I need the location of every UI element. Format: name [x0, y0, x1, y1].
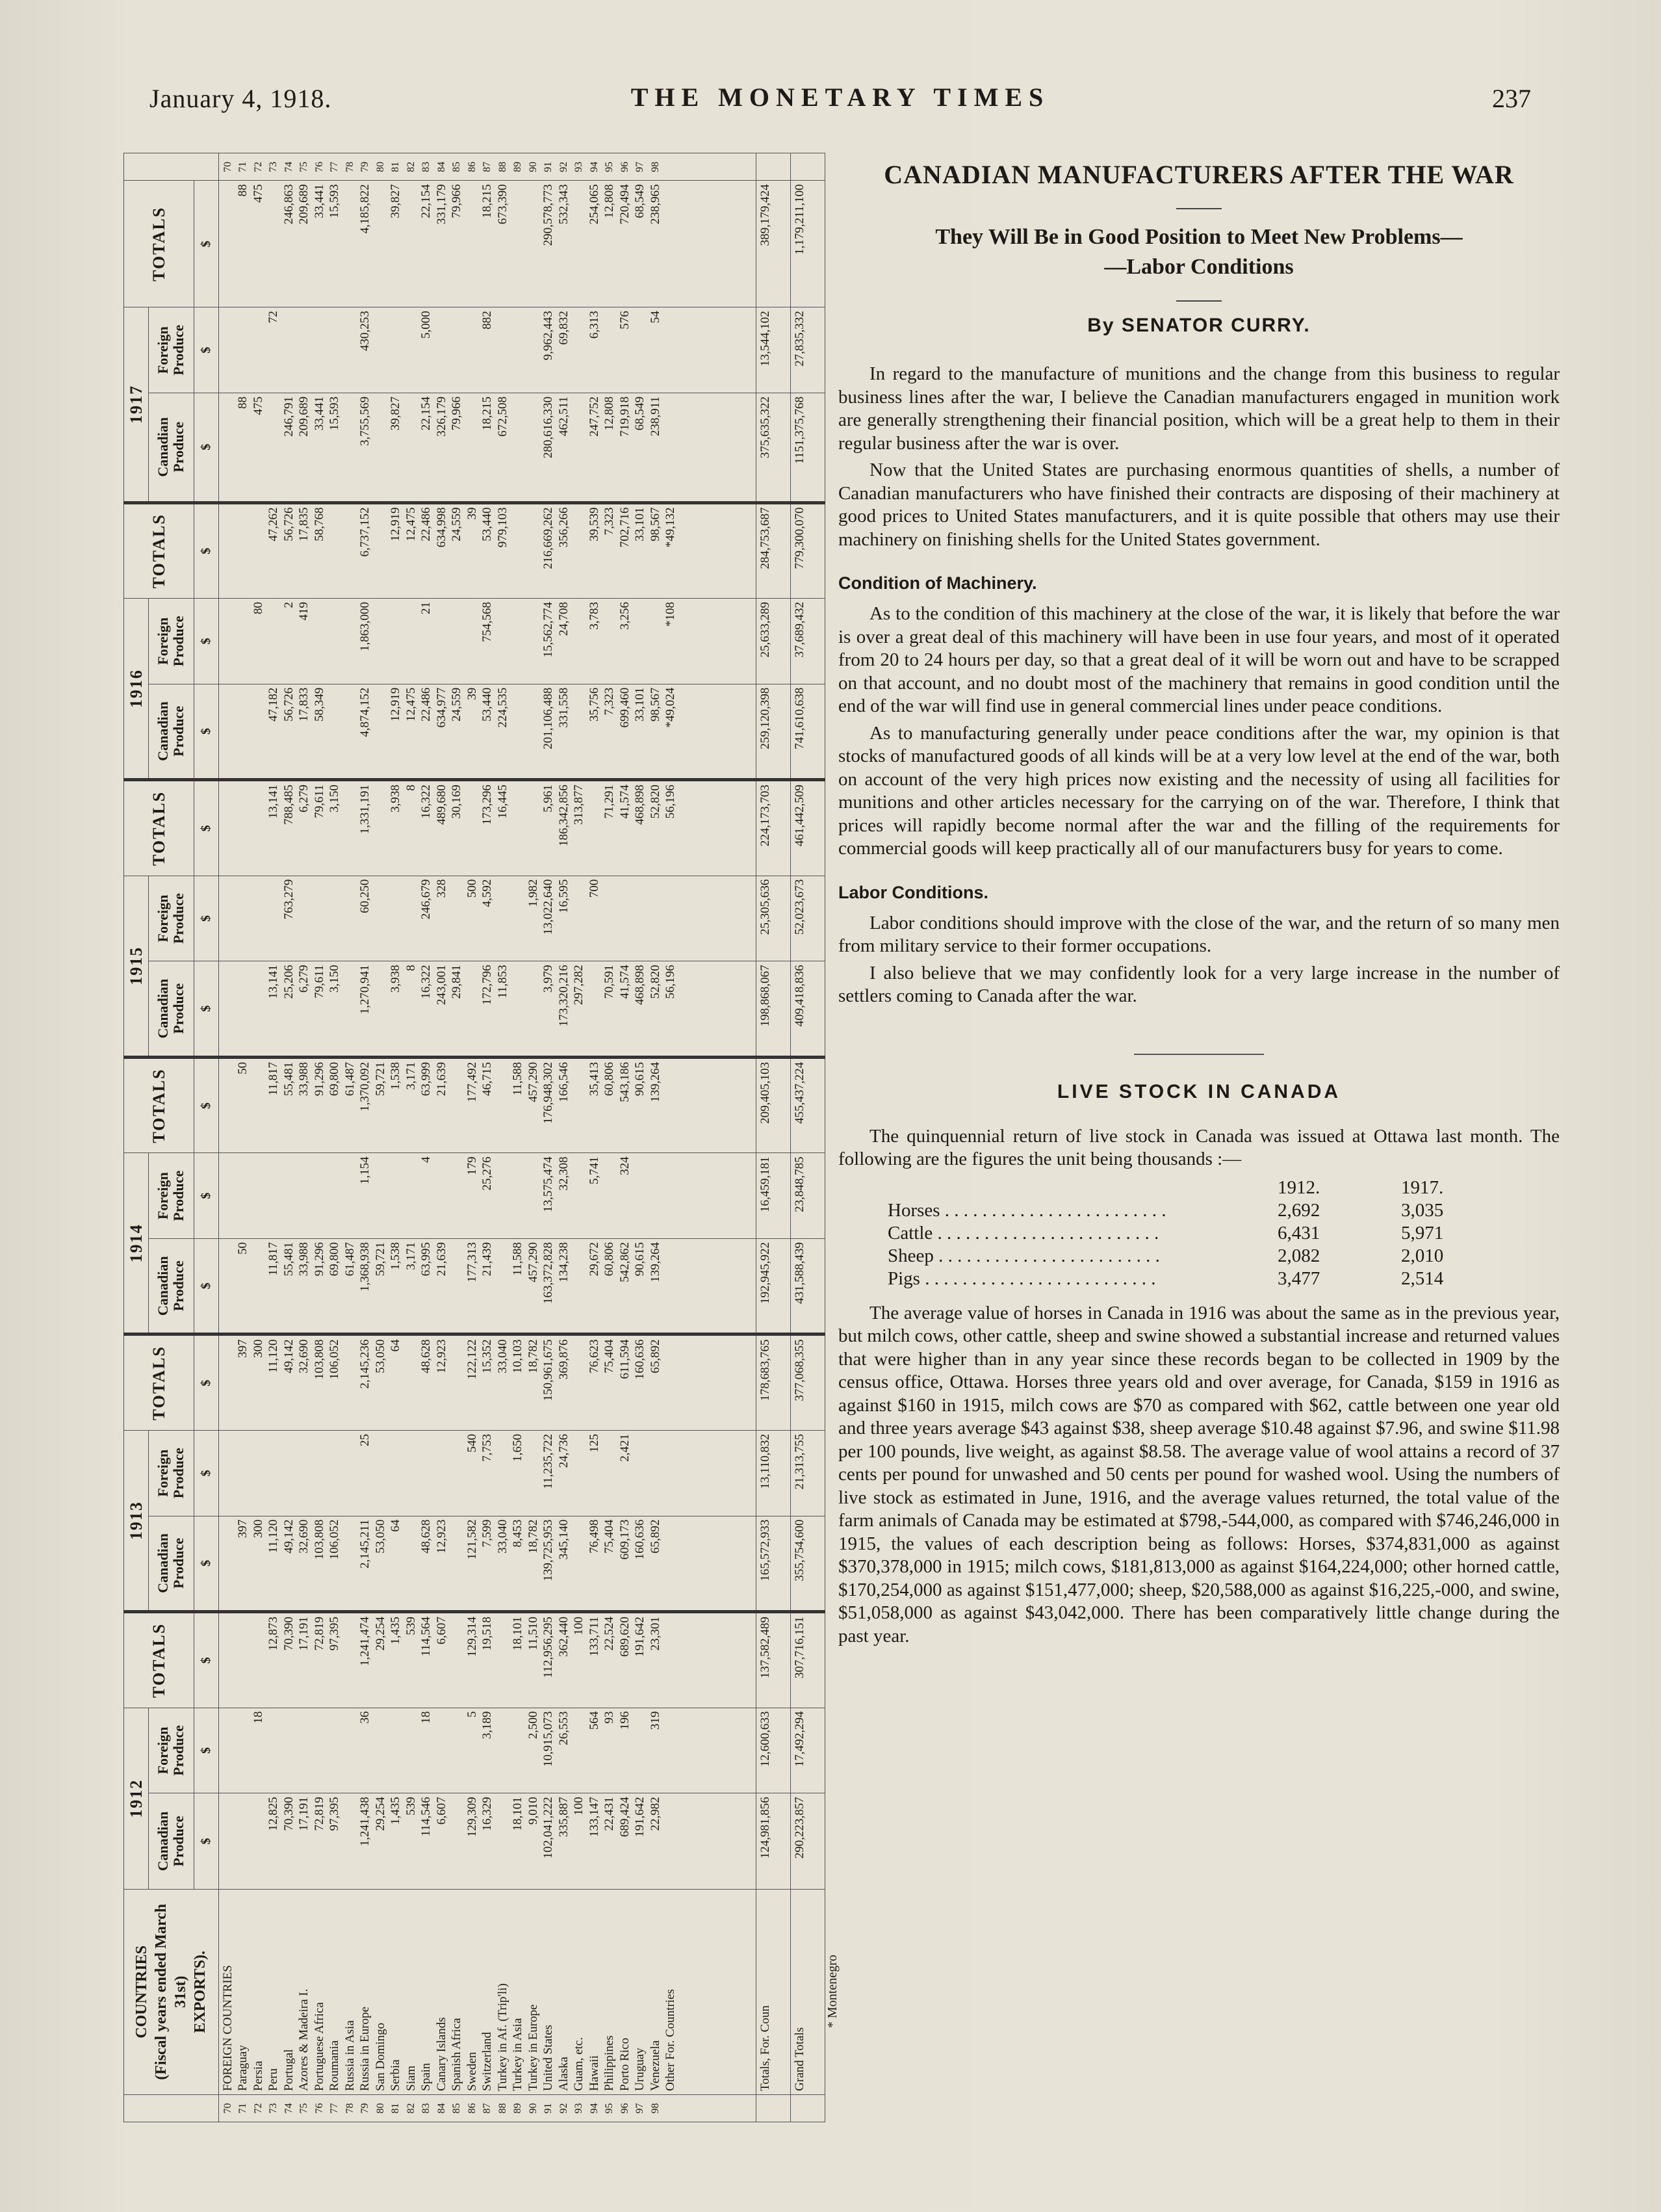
dollar-sign: $: [194, 1057, 218, 1152]
canadian-produce-header: Canadian Produce: [148, 1516, 194, 1611]
dollar-header-row: [194, 153, 218, 2122]
year-header-1917: 1917: [124, 307, 149, 502]
totals-foreign-label: Totals, For. Coun: [756, 1889, 791, 2094]
dollar-sign: $: [194, 1239, 218, 1334]
article-paragraph: As to the condition of this machinery at the close of the war, it is likely that before the war is over a great deal of this machinery will have been in use four years, and most of it operated from 20 to 24 hours per day, so that a great deal of it will be worn out and have to be scrapped on that account, and no doubt most of the machinery that remains in good condition until the end of the war will find use in general commercial lines under peace conditions.: [838, 603, 1560, 716]
livestock-row: [888, 1199, 1525, 1222]
foreign-produce-header: Foreign Produce: [148, 1708, 194, 1793]
livestock-value-1912: 2,082: [1278, 1245, 1320, 1266]
sum-canadian-1917: 375,635,322: [756, 393, 791, 502]
grand-foreign-1914: 23,848,785: [791, 1153, 825, 1239]
year-header-1915: 1915: [124, 876, 149, 1057]
year-header-row: [124, 153, 149, 2122]
article-paragraph: As to manufacturing generally under peace conditions after the war, my opinion is that stocks of manufactured goods of all kinds will be at a very low level at the end of the war, both on account of the very high prices now existing and the necessity of using all facilities for munitions and other articles necessary for the carrying on of the war. Therefore, I think that prices will rapidly become normal after the war and the filling of the requirements for commercial goods will keep practically all of our manufacturers busy for years to come.: [838, 722, 1560, 859]
page-number: 237: [1492, 84, 1531, 113]
article-title: CANADIAN MANUFACTURERS AFTER THE WAR: [884, 160, 1514, 189]
article-paragraph: I also believe that we may confidently look for a very large increase in the number of settlers coming to Canada after the war.: [838, 962, 1560, 1006]
line-numbers-left: 70 71 72 73 74 75 76 77 78 79 80 81 82 83 84 85 86 87 88 89 90 91 92 93 94 95 96 97 98: [218, 2094, 756, 2122]
livestock-value-1912: 6,431: [1278, 1222, 1320, 1243]
grand-canadian-1917: 1151,375,768: [791, 393, 825, 502]
grand-foreign-1912: 17,492,294: [791, 1708, 825, 1793]
year-header-1914: 1914: [124, 1153, 149, 1334]
grand-totals-1917: 1,179,211,100: [791, 181, 825, 307]
grand-totals-1912: 307,716,151: [791, 1612, 825, 1708]
article-paragraph: Labor conditions should improve with the close of the war, and the return of so many men from military service to their former occupations.: [838, 912, 1560, 956]
sum-canadian-1915: 198,868,067: [756, 961, 791, 1057]
sum-foreign-1913: 13,110,832: [756, 1430, 791, 1516]
article-divider: [1134, 1054, 1264, 1055]
grand-canadian-1914: 431,588,439: [791, 1239, 825, 1334]
livestock-title: LIVE STOCK IN CANADA: [1057, 1080, 1341, 1102]
canadian-produce-header: Canadian Produce: [148, 393, 194, 502]
grand-canadian-1912: 290,223,857: [791, 1793, 825, 1889]
dollar-sign: $: [194, 502, 218, 598]
grand-canadian-1916: 741,610,638: [791, 684, 825, 779]
livestock-value-1917: 3,035: [1401, 1199, 1444, 1221]
dollar-sign: $: [194, 1708, 218, 1793]
exports-table-frame: [123, 153, 825, 2122]
foreign-produce-header: Foreign Produce: [148, 1430, 194, 1516]
canadian-values-1915: 13,141 25,206 6,279 79,611 3,150 1,270,941 3,938 8 16,322 243,001 29,841 172,796 11,853 3,979 173,320,216 297,282 70,591 41,574 468,898 52,820 56,196: [218, 961, 756, 1057]
exports-table-rotated: [123, 153, 825, 2122]
countries-header-exports: EXPORTS).: [192, 1951, 209, 2033]
livestock-table: [888, 1177, 1525, 1290]
line-number-header: [124, 2094, 219, 2122]
canadian-values-1914: 50 11,817 55,481 33,988 91,296 69,800 61,487 1,368,938 59,721 1,538 3,171 63,995 21,639 177,313 21,439 11,588 457,290 163,372,828 134,238 29,672 60,806 542,862 90,615 139,264: [218, 1239, 756, 1334]
livestock-label: Cattle . . . . . . . . . . . . . . . . . . . . . . . .: [888, 1222, 1159, 1243]
livestock-paragraph: The average value of horses in Canada in 1916 was about the same as in the previous year, but milch cows, other cattle, sheep and swine showed a substantial increase and returned values that were higher than in any year since these records began to be collected in 1909 by the census office, Ottawa. Horses three years old and over average, for Canada, $159 in 1916 as against $160 in 1915, milch cows are $70 as compared with $62, cattle between one year old and three years average $43 against $38, sheep average $10.48 against $7.96, and swine $11.98 per 100 pounds, live weight, as against $8.58. The average value of wool attains a record of 37 cents per pound for unwashed and 50 cents per pound for washed wool. Using the numbers of live stock as estimated in June, 1916, and the average values returned, the total value of the farm animals of Canada may be estimated at $798,-544,000, as compared with $746,246,000 in 1915, the values of each description being as follows: Horses, $374,831,000 as against $370,378,000 in 1915; milch cows, $181,813,000 as against $164,224,000; other horned cattle, $170,254,000 as against $151,477,000; sheep, $20,588,000 as against $16,225,-000, and swine, $51,058,000 as against $43,042,000. There has been comparatively little change during the past year.: [838, 1302, 1560, 1646]
sum-foreign-1912: 12,600,633: [756, 1708, 791, 1793]
livestock-row: [888, 1245, 1525, 1268]
dollar-sign: $: [194, 780, 218, 876]
grand-foreign-1913: 21,313,755: [791, 1430, 825, 1516]
sum-totals-1914: 209,405,103: [756, 1057, 791, 1152]
sum-foreign-1914: 16,459,181: [756, 1153, 791, 1239]
grand-foreign-1917: 27,835,332: [791, 307, 825, 393]
article-byline: By SENATOR CURRY.: [1087, 315, 1311, 336]
grand-foreign-1915: 52,023,673: [791, 876, 825, 961]
dollar-sign: $: [194, 961, 218, 1057]
publication-title: THE MONETARY TIMES: [630, 83, 1050, 112]
canadian-values-1917: 88 475 246,791 209,689 33,441 15,593 3,755,569 39,827 22,154 326,179 79,966 18,215 672,508 280,616,330 462,511 247,752 12,808 719,918 68,549 238,911: [218, 393, 756, 502]
dollar-sign: $: [194, 393, 218, 502]
sum-canadian-1912: 124,981,856: [756, 1793, 791, 1889]
grand-totals-1913: 377,068,355: [791, 1334, 825, 1430]
livestock-value-1917: 2,514: [1401, 1268, 1444, 1289]
sum-canadian-1914: 192,945,922: [756, 1239, 791, 1334]
country-list: FOREIGN COUNTRIES Paraguay Persia Peru Portugal Azores & Madeira I. Portuguese Africa Roumania Russia in Asia Russia in Europe San Domingo Serbia Siam Spain Canary Islands Spanish Africa Sweden Switzerland Turkey in Af. (Trip'li) Turkey in Asia Turkey in Europe United States Alaska Guam, etc. Hawaii Philippines Porto Rico Uruguay Venezuela Other For. Countries: [218, 1889, 756, 2094]
dollar-sign: $: [194, 1612, 218, 1708]
article-subtitle-line2: —Labor Conditions: [1104, 255, 1294, 279]
canadian-produce-header: Canadian Produce: [148, 1793, 194, 1889]
countries-header-fiscal: (Fiscal years ended March 31st): [153, 1903, 190, 2080]
grand-totals-1914: 455,437,224: [791, 1057, 825, 1152]
grand-canadian-1913: 355,754,600: [791, 1516, 825, 1611]
article-paragraph: Now that the United States are purchasing enormous quantities of shells, a number of Canadian manufacturers who have finished their contracts are disposing of their machinery at good prices to United States manufacturers, and it is quite possible that others may use their machinery on finishing shells for the United States government.: [838, 460, 1560, 550]
sum-totals-1916: 284,753,687: [756, 502, 791, 598]
totals-header-1913: TOTALS: [124, 1334, 194, 1430]
dollar-sign: $: [194, 684, 218, 779]
dollar-sign: $: [194, 1516, 218, 1611]
table-footnote: * Montenegro: [825, 1955, 840, 2028]
countries-header-title: COUNTRIES: [133, 1945, 151, 2038]
foreign-produce-header: Foreign Produce: [148, 599, 194, 684]
canadian-produce-header: Canadian Produce: [148, 1239, 194, 1334]
livestock-paragraph: The quinquennial return of live stock in Canada was issued at Ottawa last month. The following are the figures the unit being thousands :—: [838, 1125, 1560, 1169]
sum-canadian-1913: 165,572,933: [756, 1516, 791, 1611]
total-values-1915: 13,141 788,485 6,279 79,611 3,150 1,331,191 3,938 8 16,322 489,680 30,169 173,296 16,445 5,961 186,342,856 313,877 71,291 41,574 468,898 52,820 56,196: [218, 780, 756, 876]
livestock-col-1917: 1917.: [1401, 1177, 1444, 1198]
line-numbers-right: 70 71 72 73 74 75 76 77 78 79 80 81 82 83 84 85 86 87 88 89 90 91 92 93 94 95 96 97 98: [218, 153, 756, 181]
livestock-header-row: [888, 1177, 1525, 1199]
livestock-label: Sheep . . . . . . . . . . . . . . . . . . . . . . . .: [888, 1245, 1160, 1266]
dollar-sign: $: [194, 1430, 218, 1516]
table-body-row: [218, 153, 756, 2122]
foreign-values-1917: 72 430,253 5,000 882 9,962,443 69,832 6,313 576 54: [218, 307, 756, 393]
foreign-produce-header: Foreign Produce: [148, 307, 194, 393]
running-header: [149, 83, 1531, 122]
year-header-1912: 1912: [124, 1708, 149, 1889]
canadian-produce-header: Canadian Produce: [148, 684, 194, 779]
grand-totals-1916: 779,300,070: [791, 502, 825, 598]
livestock-value-1912: 3,477: [1278, 1268, 1320, 1289]
article-subtitle-line1: They Will Be in Good Position to Meet New Problems—: [935, 225, 1463, 249]
sum-totals-1912: 137,582,489: [756, 1612, 791, 1708]
dollar-sign: $: [194, 1153, 218, 1239]
countries-header: [124, 1889, 219, 2094]
canadian-values-1912: 12,825 70,390 17,191 72,819 97,395 1,241,438 29,254 1,435 539 114,546 6,607 129,309 16,329 18,101 9,010 102,041,222 335,887 100 133,147 22,431 689,424 191,642 22,982: [218, 1793, 756, 1889]
foreign-produce-header: Foreign Produce: [148, 876, 194, 961]
sum-foreign-1916: 25,633,289: [756, 599, 791, 684]
total-values-1913: 397 300 11,120 49,142 32,690 103,808 106,052 2,145,236 53,050 64 48,628 12,923 122,122 15,352 33,040 10,103 18,782 150,961,675 369,876 76,623 75,404 611,594 160,636 65,892: [218, 1334, 756, 1430]
sum-totals-1917: 389,179,424: [756, 181, 791, 307]
title-rule: [1176, 208, 1222, 209]
dollar-sign: $: [194, 876, 218, 961]
dollar-sign: $: [194, 181, 218, 307]
grand-totals-row: [791, 153, 825, 2122]
line-number-header-right: [124, 153, 219, 181]
foreign-values-1916: 80 2 419 1,863,000 21 754,568 15,562,774 24,708 3,783 3,256 *108: [218, 599, 756, 684]
livestock-label: Pigs . . . . . . . . . . . . . . . . . . . . . . . . .: [888, 1268, 1156, 1289]
year-header-1916: 1916: [124, 599, 149, 780]
livestock-row: [888, 1222, 1525, 1245]
foreign-values-1915: 763,279 60,250 246,679 328 500 4,592 1,982 13,022,640 16,595 700: [218, 876, 756, 961]
canadian-produce-header: Canadian Produce: [148, 961, 194, 1057]
issue-date: January 4, 1918.: [149, 84, 332, 113]
total-values-1914: 50 11,817 55,481 33,988 91,296 69,800 61,487 1,370,092 59,721 1,538 3,171 63,999 21,639 177,492 46,715 11,588 457,290 176,948,302 166,546 35,413 60,806 543,186 90,615 139,264: [218, 1057, 756, 1152]
livestock-value-1917: 5,971: [1401, 1222, 1444, 1243]
grand-totals-label: Grand Totals: [791, 1889, 825, 2094]
sum-totals-1913: 178,683,765: [756, 1334, 791, 1430]
livestock-col-1912: 1912.: [1278, 1177, 1320, 1198]
sum-foreign-1917: 13,544,102: [756, 307, 791, 393]
totals-header-1914: TOTALS: [124, 1057, 194, 1152]
article-paragraph: In regard to the manufacture of munitions and the change from this business to regular business lines after the war, I believe the Canadian manufacturers engaged in munition work are generally strengthening their financial position, which will be a great help to them in their regular business after the war is over.: [838, 363, 1560, 454]
foreign-produce-header: Foreign Produce: [148, 1153, 194, 1239]
canadian-values-1913: 397 300 11,120 49,142 32,690 103,808 106,052 2,145,211 53,050 64 48,628 12,923 121,582 7,599 33,040 8,453 18,782 139,725,953 345,140 76,498 75,404 609,173 160,636 65,892: [218, 1516, 756, 1611]
totals-header-1915: TOTALS: [124, 780, 194, 876]
total-values-1912: 12,873 70,390 17,191 72,819 97,395 1,241,474 29,254 1,435 539 114,564 6,607 129,314 19,518 18,101 11,510 112,956,295 362,440 100 133,711 22,524 689,620 191,642 23,301: [218, 1612, 756, 1708]
total-values-1916: 47,262 56,726 17,835 58,768 6,737,152 12,919 12,475 22,486 634,998 24,559 39 53,440 979,103 216,669,262 356,266 39,539 7,323 702,716 33,101 98,567 *49,132: [218, 502, 756, 598]
canadian-values-1916: 47,182 56,726 17,833 58,349 4,874,152 12,919 12,475 22,486 634,977 24,559 39 53,440 224,535 201,106,488 331,558 35,756 7,323 699,460 33,101 98,567 *49,024: [218, 684, 756, 779]
dollar-sign: $: [194, 599, 218, 684]
totals-header-1917: TOTALS: [124, 181, 194, 307]
livestock-label: Horses . . . . . . . . . . . . . . . . . . . . . . . .: [888, 1199, 1166, 1221]
sum-totals-1915: 224,173,703: [756, 780, 791, 876]
right-column: [838, 153, 1560, 1652]
footnote-holder: [825, 1768, 851, 2028]
grand-totals-1915: 461,442,509: [791, 780, 825, 876]
section-heading-labor: Labor Conditions.: [838, 882, 988, 902]
section-heading-machinery: Condition of Machinery.: [838, 573, 1037, 593]
totals-foreign-countries-row: [756, 153, 791, 2122]
year-header-1913: 1913: [124, 1430, 149, 1611]
sum-canadian-1916: 259,120,398: [756, 684, 791, 779]
livestock-value-1917: 2,010: [1401, 1245, 1444, 1266]
dollar-sign: $: [194, 1334, 218, 1430]
dollar-sign: $: [194, 307, 218, 393]
livestock-row: [888, 1268, 1525, 1290]
dollar-sign: $: [194, 1793, 218, 1889]
grand-canadian-1915: 409,418,836: [791, 961, 825, 1057]
exports-table: [123, 153, 825, 2122]
foreign-values-1912: 18 36 18 5 3,189 2,500 10,915,073 26,553 564 93 196 319: [218, 1708, 756, 1793]
livestock-value-1912: 2,692: [1278, 1199, 1320, 1221]
sum-foreign-1915: 25,305,636: [756, 876, 791, 961]
grand-foreign-1916: 37,689,432: [791, 599, 825, 684]
totals-header-1916: TOTALS: [124, 502, 194, 598]
subtitle-rule: [1176, 300, 1222, 302]
foreign-values-1913: 25 540 7,753 1,650 11,235,722 24,736 125 2,421: [218, 1430, 756, 1516]
total-values-1917: 88 475 246,863 209,689 33,441 15,593 4,185,822 39,827 22,154 331,179 79,966 18,215 673,390 290,578,773 532,343 254,065 12,808 720,494 68,549 238,965: [218, 181, 756, 307]
foreign-values-1914: 1,154 4 179 25,276 13,575,474 32,308 5,741 324: [218, 1153, 756, 1239]
totals-header-1912: TOTALS: [124, 1612, 194, 1708]
